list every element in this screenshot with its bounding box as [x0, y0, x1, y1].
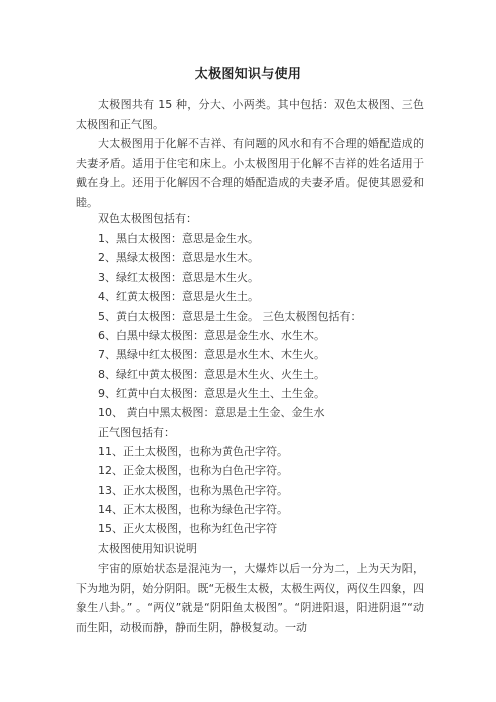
- two-color-heading: 双色太极图包括有：: [98, 212, 197, 225]
- list-item: 7、黑绿中红太极图：意思是水生木、木生火。: [98, 348, 325, 361]
- list-item: 2、黑绿太极图：意思是水生木。: [98, 251, 259, 264]
- list-item: 9、红黄中白太极图：意思是火生土、土生金。: [98, 387, 325, 400]
- document-title: 太极图知识与使用: [194, 67, 302, 82]
- list-item: 11、正土太极图，也称为黄色卍字符。: [98, 445, 288, 458]
- list-item: 10、 黄白中黑太极图：意思是土生金、金生水: [98, 406, 325, 419]
- usage-paragraph: 大太极图用于化解不吉祥、有问题的风水和有不合理的婚配造成的夫妻矛盾。适用于住宅和床上。小太极图用于化解不吉祥的姓名适用于戴在身上。还用于化解因不合理的婚配造成的夫妻矛盾。促使其恩爱和睦。: [76, 137, 424, 209]
- list-item: 1、黑白太极图：意思是金生水。: [98, 232, 259, 245]
- list-item: 8、绿红中黄太极图：意思是木生火、火生土。: [98, 368, 325, 381]
- list-item: 3、绿红太极图：意思是木生火。: [98, 271, 259, 284]
- list-item: 13、正水太极图，也称为黑色卍字符。: [98, 484, 288, 497]
- list-item: 5、黄白太极图：意思是土生金。 三色太极图包括有：: [98, 310, 362, 323]
- usage-heading: 太极图使用知识说明: [98, 542, 197, 555]
- list-item: 4、红黄太极图：意思是火生土。: [98, 290, 259, 303]
- list-item: 14、正木太极图，也称为绿色卍字符。: [98, 503, 288, 516]
- closing-paragraph: 宇宙的原始状态是混沌为一，大爆炸以后一分为二，上为天为阳，下为地为阴，始分阴阳。既“无极生太极，太极生两仪，两仪生四象，四象生八卦。” 。“两仪”就是“阴阳鱼太极图”。“阴进阳退，阳进阴退”“动而生阳，动极而静，静而生阴，静极复动。一动: [76, 562, 424, 634]
- list-item: 12、正金太极图，也称为白色卍字符。: [98, 464, 288, 477]
- list-item: 15、正火太极图，也称为红色卍字符: [98, 522, 277, 535]
- zhengqi-heading: 正气图包括有：: [98, 426, 175, 439]
- intro-paragraph: 太极图共有 15 种，分大、小两类。其中包括：双色太极图、三色太极图和正气图。: [76, 98, 424, 131]
- list-item: 6、白黑中绿太极图：意思是金生水、水生木。: [98, 329, 325, 342]
